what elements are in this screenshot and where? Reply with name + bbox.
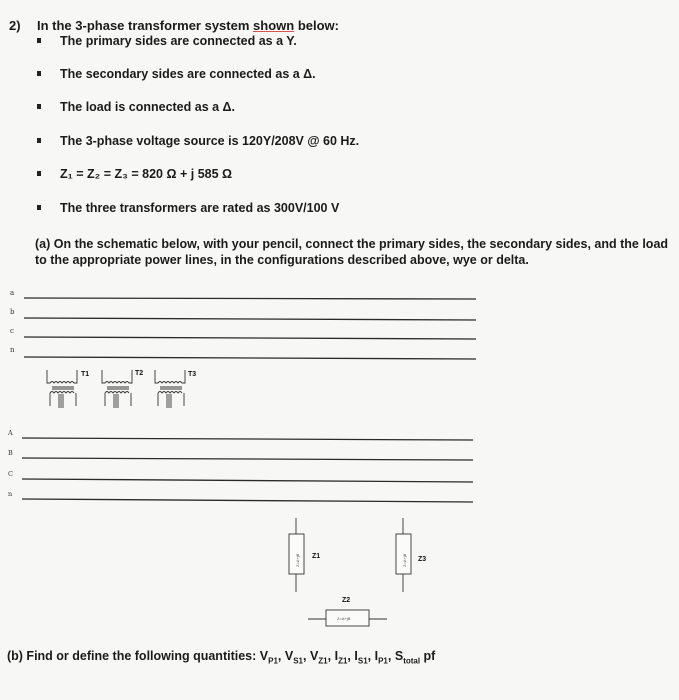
quantity-vs1: $V_{S1}$ (284, 649, 303, 666)
transformer-t2-icon (102, 370, 132, 408)
transformer-t1-icon (47, 370, 77, 408)
secondary-label-n: n (8, 490, 13, 498)
secondary-line-n (22, 499, 473, 502)
quantity-stotal: $S_{total}$ (394, 649, 421, 666)
transformer-label-t2: T2 (135, 370, 144, 377)
load-z3-value: Z=A+jB (402, 553, 407, 567)
primary-label-n: n (10, 346, 15, 354)
quantity-vp1: $V_{P1}$ (259, 649, 278, 666)
primary-line-c (24, 337, 476, 339)
transformer-t3-icon (155, 370, 185, 408)
worksheet-page: 2) In the 3-phase transformer system shown below: The primary sides are connected as a Y. The secondary sides are connected as a Δ. The load is connected as a Δ. The 3-phase voltage source is 120Y/208V @ 60 Hz. Z₁ = Z₂ = Z₃ = 820 Ω + j 585 Ω The three transformers are rated as 300V/100 V (a) On the schematic below, with your pencil, connect the primary sides, the secondary sides, and the load to the appropriate power lines, in the configurations described above, wye or delta. a b c n T1 T2 T3 A B C n Z1 Z2 Z3 Z=A+jB Z=A+jB Z=A+jB (b) Find or define the following quantities: $V_{P1}$, $V_{S1}$, $V_{Z1}$, $I_{Z1}$, $I_{S1}$, $I_{P1}$, $S_{total}$ pf (0, 0, 679, 700)
load-z1-value: Z=A+jB (295, 553, 300, 567)
intro-text-before: In the 3-phase transformer system (37, 18, 254, 33)
secondary-line-b (22, 458, 473, 460)
transformer-group (47, 370, 185, 408)
primary-line-b (24, 318, 476, 320)
quantity-ip1: $I_{P1}$ (374, 649, 388, 666)
part-b-suffix: pf (420, 649, 436, 663)
load-label-z1: Z1 (312, 553, 321, 560)
secondary-line-c (22, 479, 473, 482)
secondary-line-a (22, 438, 473, 440)
transformer-label-t3: T3 (188, 371, 197, 378)
transformer-label-t1: T1 (81, 371, 90, 378)
quantity-is1: $I_{S1}$ (354, 649, 368, 666)
part-a-instructions: (a) On the schematic below, with your pencil, connect the primary sides, the secondary sides, and the load to the appropriate power lines, in the configurations described above, wye or delta. (35, 237, 669, 267)
load-label-z2: Z2 (342, 597, 351, 604)
primary-label-c: c (10, 327, 14, 335)
intro-text-after: below: (294, 18, 339, 33)
intro-text-underlined: shown (253, 18, 295, 33)
quantity-iz1: $I_{Z1}$ (334, 649, 348, 666)
part-b-prefix: (b) Find or define the following quantities: (7, 649, 260, 663)
secondary-label-c: C (8, 470, 13, 478)
part-b-instructions: (b) Find or define the following quantities: $V_{P1}$, $V_{S1}$, $V_{Z1}$, $I_{Z1}$, $I_{S1}$, $I_{P1}$, $S_{total}$ pf (7, 649, 436, 666)
quantity-vz1: $V_{Z1}$ (309, 649, 328, 666)
secondary-label-a: A (8, 429, 13, 437)
primary-label-b: b (10, 308, 15, 316)
question-number: 2) (9, 18, 21, 33)
primary-line-a (24, 298, 476, 299)
load-z2-value: Z=A+jB (337, 616, 351, 621)
primary-label-a: a (10, 289, 15, 297)
load-label-z3: Z3 (418, 556, 427, 563)
primary-line-n (24, 357, 476, 359)
secondary-label-b: B (8, 449, 13, 457)
